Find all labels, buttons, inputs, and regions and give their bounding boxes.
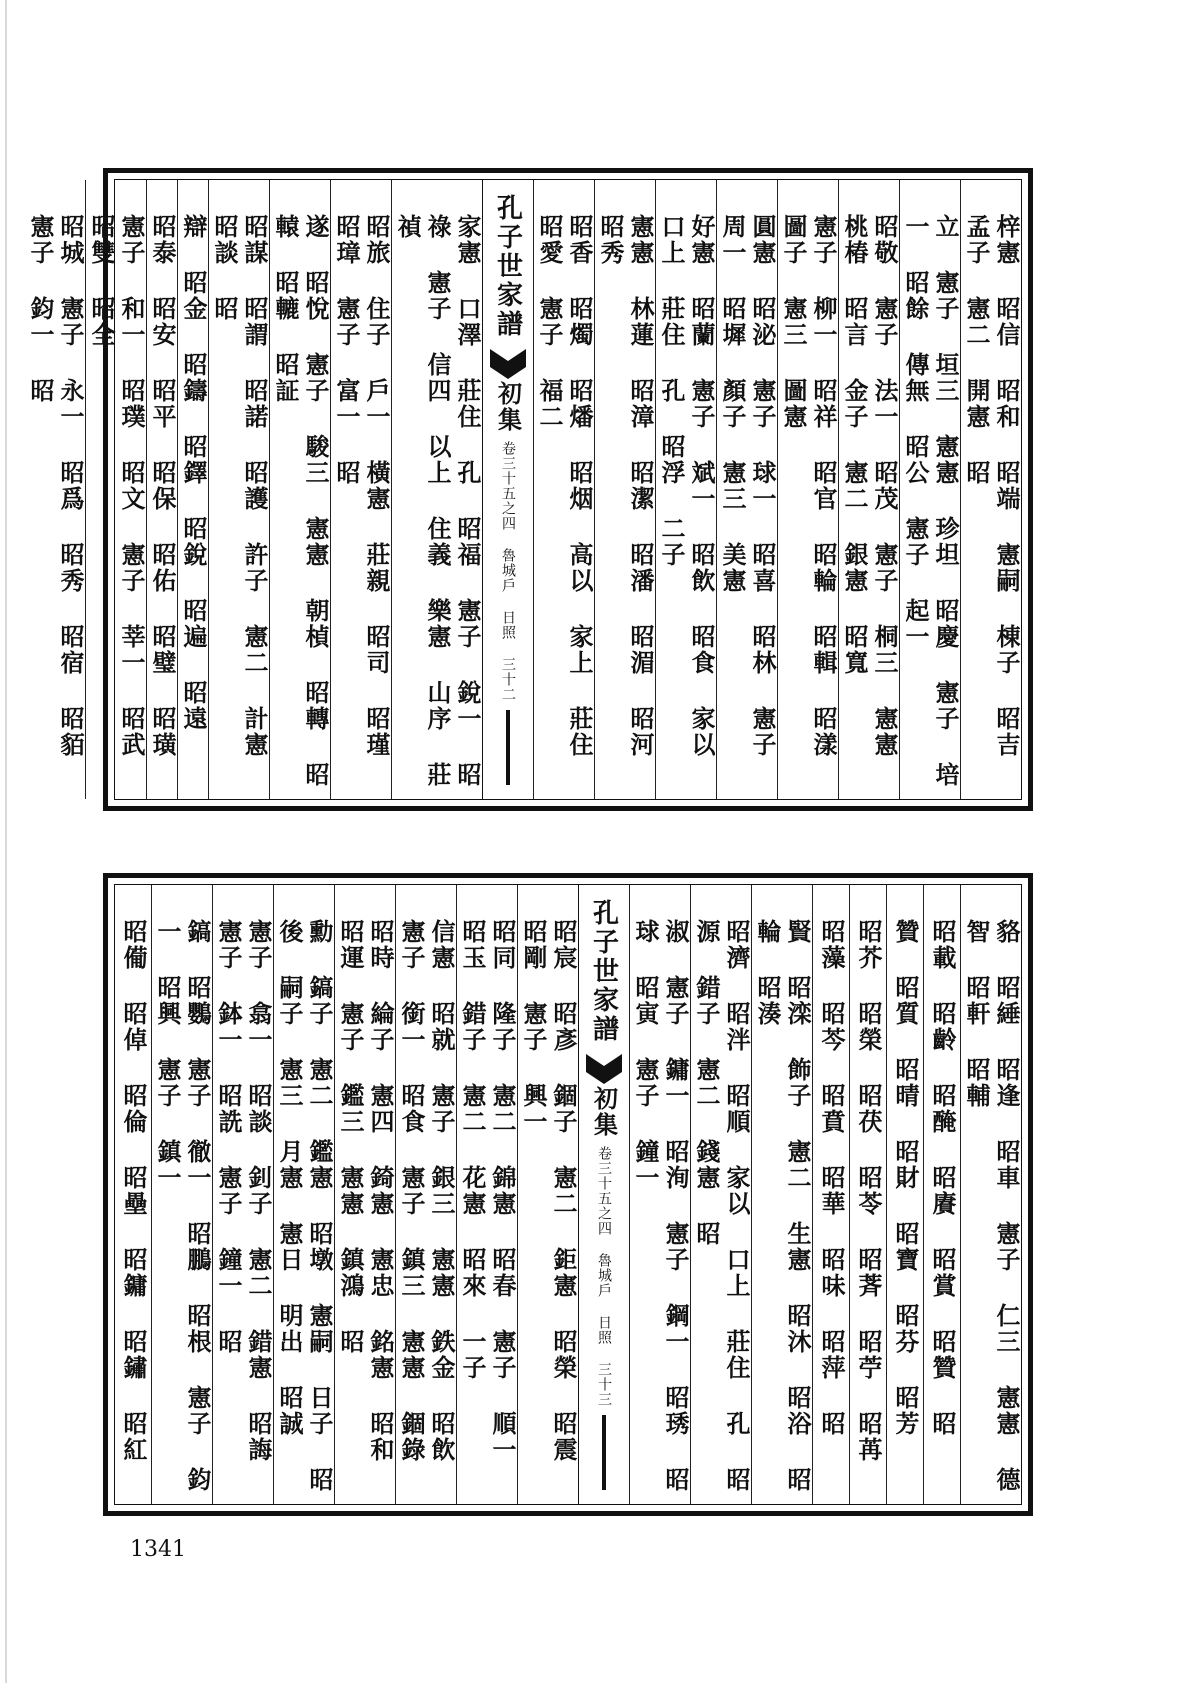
entry-column bbox=[960, 180, 1021, 799]
fishtail-ornament-icon bbox=[584, 1050, 624, 1086]
entry-column bbox=[629, 885, 690, 1504]
entry-column bbox=[177, 180, 208, 799]
entry-column bbox=[146, 180, 177, 799]
entry-column bbox=[886, 885, 923, 1504]
entry-column bbox=[395, 885, 456, 1504]
entry-text: 贊 昭質 昭晴 昭財 昭寶 昭芬 昭芳 bbox=[891, 919, 919, 1437]
entry-text: 昭香 昭燭 昭燔 昭烟 高以 家上 莊住 昭愛 憲子 福二 bbox=[535, 214, 593, 788]
entry-column bbox=[151, 885, 212, 1504]
entry-text: 昭芥 昭榮 昭茯 昭苓 昭萕 昭苧 昭苒 bbox=[854, 919, 882, 1463]
entry-text: 賢 昭滦 飾子 憲二 生憲 昭沐 昭浴 昭輪 昭湊 bbox=[753, 919, 811, 1493]
entry-text: 昭謀 昭謂 昭諾 昭護 許子 憲二 計憲 昭談 昭 bbox=[210, 214, 268, 788]
entry-text: 昭宸 昭彥 錮子 憲二 鉅憲 昭榮 昭震 昭剛 憲子 興一 bbox=[519, 919, 577, 1493]
entry-text: 憲子 翕一 昭談 釗子 憲二 錯憲 昭誨 憲子 鉢一 昭詵 憲子 鐘一 昭 bbox=[214, 919, 272, 1493]
entry-text: 鎬 昭鸚 憲子 徹一 昭鵬 昭根 憲子 鈞一 昭興 憲子 鎮一 bbox=[153, 919, 211, 1493]
entry-column bbox=[334, 885, 395, 1504]
entry-column bbox=[777, 180, 838, 799]
entry-text: 淑 憲子 鏞一 昭洵 憲子 鋼一 昭琇 昭球 昭寅 憲子 鐘一 bbox=[631, 919, 689, 1493]
entry-text: 遂 昭悅 憲子 駿三 憲憲 朝楨 昭轉 昭轅 昭轆 昭証 bbox=[271, 214, 329, 788]
entry-text: 勳 鎬子 憲二 鑑憲 昭墩 憲嗣 日子 昭後 嗣子 憲三 月憲 憲日 明出 昭誠 bbox=[275, 919, 333, 1493]
spine-rule bbox=[506, 710, 510, 785]
entry-column bbox=[533, 180, 594, 799]
entry-text: 昭泰 昭安 昭平 昭保 昭佑 昭璧 昭璜 bbox=[148, 214, 176, 758]
entry-text: 立 憲子 垣三 憲憲 珍坦 昭慶 憲子 培一 昭餘 傳無 昭公 憲子 起一 bbox=[901, 214, 959, 788]
entry-text: 昭藻 昭芩 昭賁 昭華 昭味 昭萍 昭 bbox=[817, 919, 845, 1437]
entry-text: 好憲 昭蘭 憲子 斌一 昭飲 昭食 家以 口上 莊住 孔 昭浮 二子 bbox=[657, 214, 715, 788]
entry-column bbox=[838, 180, 899, 799]
panel-columns-bottom bbox=[114, 884, 1022, 1505]
entry-column bbox=[849, 885, 886, 1504]
entry-column bbox=[751, 885, 812, 1504]
genealogy-panel-bottom bbox=[103, 873, 1033, 1516]
series-label: 初集 bbox=[589, 1086, 618, 1138]
book-spine-label bbox=[482, 180, 533, 799]
entry-text: 昭時 綸子 憲四 錡憲 憲忠 銘憲 昭和 昭運 憲子 鑑三 憲憲 鎮鴻 昭 bbox=[336, 919, 394, 1493]
entry-column bbox=[269, 180, 330, 799]
entry-text: 貉 昭綞 昭逢 昭車 憲子 仁三 憲憲 德智 昭軒 昭輔 bbox=[962, 919, 1020, 1493]
entry-text: 圓憲 昭泌 憲子 球一 昭喜 昭林 憲子 周一 昭墀 顏子 憲三 美憲 bbox=[718, 214, 776, 788]
genealogy-panel-top bbox=[26, 168, 1033, 811]
entry-column bbox=[655, 180, 716, 799]
entry-column bbox=[899, 180, 960, 799]
entry-column bbox=[716, 180, 777, 799]
entry-text: 憲子 和一 昭璞 昭文 憲子 莘一 昭武 昭雙 昭全 bbox=[87, 214, 145, 788]
entry-column bbox=[25, 180, 85, 799]
entry-column bbox=[456, 885, 517, 1504]
volume-location-folio: 卷三十五之四 魯城戶 日照 三十三 bbox=[596, 1146, 612, 1407]
entry-text: 憲憲 林蓮 昭漳 昭潔 昭潘 昭湄 昭河 昭秀 bbox=[596, 214, 654, 788]
series-label: 初集 bbox=[493, 381, 522, 433]
entry-text: 昭旅 住子 戶一 橫憲 莊親 昭司 昭瑾 昭璋 憲子 富一 昭 bbox=[332, 214, 390, 788]
book-spine-label bbox=[578, 885, 629, 1504]
entry-column bbox=[960, 885, 1021, 1504]
entry-text: 昭城 憲子 永一 昭爲 昭秀 昭宿 昭貊 憲子 鈞一 昭 bbox=[26, 214, 84, 788]
panel-columns-top bbox=[26, 179, 1022, 800]
entry-column bbox=[212, 885, 273, 1504]
entry-text: 梓憲 昭信 昭和 昭端 憲嗣 棟子 昭吉 孟子 憲二 開憲 昭 bbox=[962, 214, 1020, 788]
page-edge-line bbox=[5, 0, 7, 1683]
page-number: 1341 bbox=[130, 1537, 186, 1562]
entry-text: 憲子 柳一 昭祥 昭官 昭輪 昭輯 昭漾 圖子 憲三 圖憲 bbox=[779, 214, 837, 788]
entry-column bbox=[115, 885, 151, 1504]
entry-column bbox=[85, 180, 146, 799]
fishtail-ornament-icon bbox=[488, 345, 528, 381]
entry-column bbox=[594, 180, 655, 799]
entry-text: 昭載 昭齡 昭醃 昭賡 昭賞 昭贊 昭 bbox=[928, 919, 956, 1437]
spine-rule bbox=[602, 1415, 606, 1490]
entry-text: 昭敬 憲子 法一 昭茂 憲子 桐三 憲憲 桃椿 昭言 金子 憲二 銀憲 昭寬 bbox=[840, 214, 898, 788]
entry-text: 昭同 隆子 憲二 錦憲 昭春 憲子 順一 昭玉 錯子 憲二 花憲 昭來 一子 bbox=[458, 919, 516, 1493]
entry-column bbox=[208, 180, 269, 799]
entry-column bbox=[273, 885, 334, 1504]
entry-column bbox=[330, 180, 391, 799]
entry-column bbox=[812, 885, 849, 1504]
entry-text: 家憲 口澤 莊住 孔 昭福 憲子 銳一 昭祿 憲子 信四 以上 住義 樂憲 山序 莊禎 bbox=[393, 214, 481, 788]
entry-text: 昭濟 昭泮 昭順 家以 口上 莊住 孔 昭源 錯子 憲二 錢憲 昭 bbox=[692, 919, 750, 1493]
entry-text: 昭僃 昭倬 昭倫 昭壘 昭鏞 昭鏽 昭紅 bbox=[119, 919, 147, 1463]
entry-text: 辯 昭金 昭鑄 昭鐸 昭銳 昭遍 昭遠 bbox=[179, 214, 207, 732]
book-title: 孔子世家譜 bbox=[492, 194, 523, 339]
book-title: 孔子世家譜 bbox=[588, 899, 619, 1044]
entry-text: 信憲 昭就 憲子 銀三 憲憲 鉄金 昭飲 憲子 銜一 昭食 憲子 鎮三 憲憲 錮錄 bbox=[397, 919, 455, 1493]
volume-location-folio: 卷三十五之四 魯城戶 日照 三十二 bbox=[500, 441, 516, 702]
entry-column bbox=[923, 885, 960, 1504]
entry-column bbox=[391, 180, 482, 799]
entry-column bbox=[517, 885, 578, 1504]
entry-column bbox=[690, 885, 751, 1504]
